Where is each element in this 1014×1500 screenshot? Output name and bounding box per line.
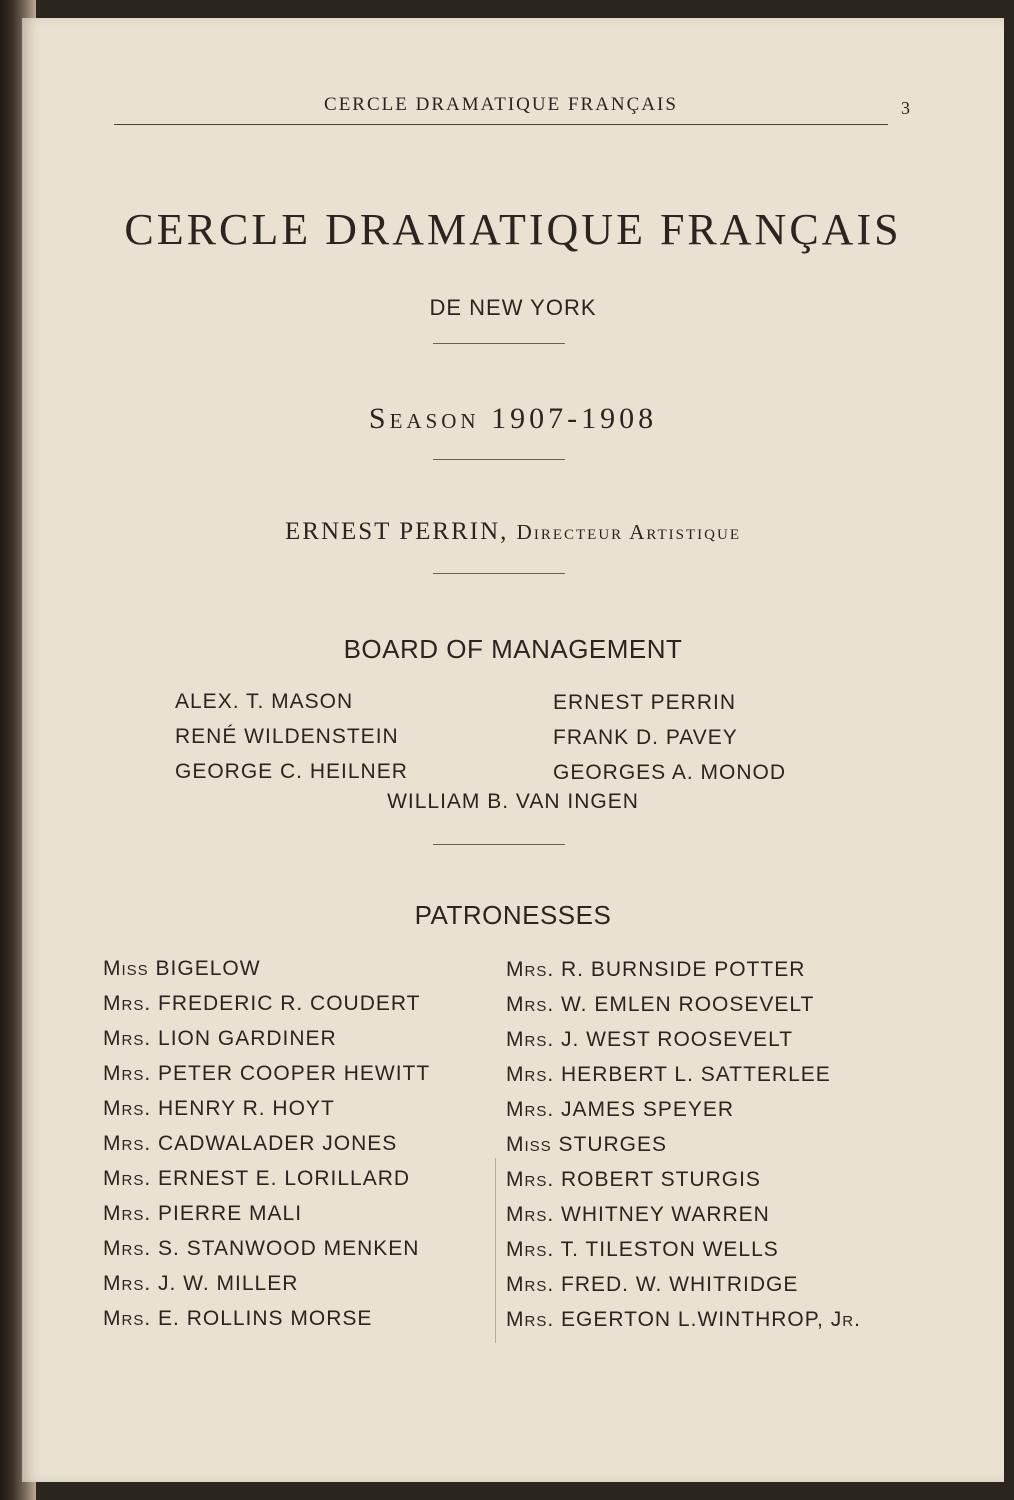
- patroness-entry: [506, 1197, 861, 1232]
- season-text: Season 1907-1908: [368, 402, 658, 435]
- patroness-entry: [103, 951, 430, 986]
- patroness-name: ERNEST E. LORILLARD: [158, 1167, 411, 1190]
- patroness-name: J. WEST ROOSEVELT: [561, 1028, 794, 1051]
- running-title: CERCLE DRAMATIQUE FRANÇAIS: [324, 94, 678, 115]
- patroness-title: Miss: [103, 957, 149, 980]
- patroness-name: T. TILESTON WELLS: [560, 1238, 779, 1261]
- divider-rule: [433, 844, 565, 845]
- board-member: FRANK D. PAVEY: [553, 726, 738, 749]
- season-line: [22, 402, 1004, 436]
- patroness-name: E. ROLLINS MORSE: [158, 1307, 373, 1330]
- patroness-entry: [506, 1022, 861, 1057]
- patroness-title: Mrs.: [506, 1168, 555, 1191]
- patroness-entry: [506, 1127, 861, 1162]
- patroness-name: STURGES: [558, 1133, 668, 1156]
- patroness-name: J. W. MILLER: [158, 1272, 299, 1295]
- board-member: WILLIAM B. VAN INGEN: [387, 790, 639, 813]
- patroness-name: W. EMLEN ROOSEVELT: [561, 993, 815, 1016]
- patroness-name: PETER COOPER HEWITT: [158, 1062, 431, 1085]
- patroness-name: PIERRE MALI: [158, 1202, 303, 1225]
- divider-rule: [433, 573, 565, 574]
- patroness-name: LION GARDINER: [158, 1027, 337, 1050]
- patroness-entry: [506, 1057, 861, 1092]
- patroness-title: Mrs.: [103, 1202, 152, 1225]
- board-right-column: [553, 685, 786, 790]
- page-number: 3: [901, 98, 910, 118]
- patroness-title: Mrs.: [103, 992, 152, 1015]
- divider-rule: [433, 343, 565, 344]
- patroness-entry: [103, 1091, 430, 1126]
- patronesses-left-column: [103, 951, 430, 1336]
- patroness-entry: [506, 1162, 861, 1197]
- patroness-entry: [103, 1021, 430, 1056]
- patroness-name: FRED. W. WHITRIDGE: [561, 1273, 799, 1296]
- patroness-title: Mrs.: [506, 1063, 555, 1086]
- patroness-name: BIGELOW: [155, 957, 261, 980]
- patroness-title: Mrs.: [103, 1132, 152, 1155]
- patroness-entry: [103, 1161, 430, 1196]
- patroness-name: CADWALADER JONES: [158, 1132, 398, 1155]
- patroness-title: Mrs.: [506, 1273, 555, 1296]
- patroness-entry: [506, 1092, 861, 1127]
- patronesses-right-column: [506, 952, 861, 1337]
- divider-rule: [433, 459, 565, 460]
- patroness-title: Mrs.: [103, 1062, 152, 1085]
- patroness-entry: [103, 1231, 430, 1266]
- patroness-name: FREDERIC R. COUDERT: [158, 992, 421, 1015]
- patroness-entry: [103, 986, 430, 1021]
- patroness-entry: [103, 1266, 430, 1301]
- patroness-entry: [506, 1232, 861, 1267]
- patroness-entry: [506, 952, 861, 987]
- patroness-title: Miss: [506, 1133, 552, 1156]
- patroness-entry: [506, 1267, 861, 1302]
- patroness-name: EGERTON L.WINTHROP,: [561, 1308, 824, 1331]
- patroness-entry: [103, 1301, 430, 1336]
- patroness-name: ROBERT STURGIS: [561, 1168, 761, 1191]
- patroness-title: Mrs.: [506, 993, 555, 1016]
- board-member: GEORGE C. HEILNER: [175, 760, 408, 783]
- patroness-title: Mrs.: [506, 1028, 555, 1051]
- patroness-name: S. STANWOOD MENKEN: [158, 1237, 420, 1260]
- patroness-entry: [506, 987, 861, 1022]
- patroness-name: R. BURNSIDE POTTER: [561, 958, 806, 981]
- program-page: [22, 18, 1004, 1482]
- patronesses-heading: PATRONESSES: [414, 900, 612, 930]
- patroness-title: Mrs.: [103, 1167, 152, 1190]
- column-divider: [495, 1158, 496, 1343]
- patroness-title: Mrs.: [506, 1238, 555, 1261]
- director-role: Directeur Artistique: [516, 520, 741, 544]
- patroness-entry: [103, 1196, 430, 1231]
- patroness-entry: [103, 1056, 430, 1091]
- patroness-title: Mrs.: [103, 1272, 152, 1295]
- patroness-title: Mrs.: [506, 1203, 555, 1226]
- board-member: ERNEST PERRIN: [553, 691, 736, 714]
- patroness-title: Mrs.: [103, 1027, 152, 1050]
- board-left-column: [175, 684, 408, 789]
- patroness-name: HERBERT L. SATTERLEE: [561, 1063, 831, 1086]
- board-heading: BOARD OF MANAGEMENT: [343, 634, 683, 664]
- patroness-title: Mrs.: [103, 1097, 152, 1120]
- page-title: CERCLE DRAMATIQUE FRANÇAIS: [124, 205, 902, 254]
- board-member: ALEX. T. MASON: [175, 690, 354, 713]
- patroness-name: JAMES SPEYER: [561, 1098, 735, 1121]
- patroness-name: HENRY R. HOYT: [158, 1097, 335, 1120]
- patroness-title: Mrs.: [506, 958, 555, 981]
- board-member: RENÉ WILDENSTEIN: [175, 725, 399, 748]
- patroness-name: WHITNEY WARREN: [561, 1203, 770, 1226]
- board-member: GEORGES A. MONOD: [553, 761, 787, 784]
- director-line: [22, 518, 1004, 546]
- patroness-title: Mrs.: [103, 1237, 152, 1260]
- director-name: ERNEST PERRIN,: [285, 518, 509, 545]
- running-header: [114, 94, 910, 125]
- patroness-title: Mrs.: [506, 1308, 555, 1331]
- patroness-title: Mrs.: [103, 1307, 152, 1330]
- patroness-suffix: Jr.: [830, 1308, 861, 1331]
- patroness-entry: [506, 1302, 861, 1337]
- page-subtitle: DE NEW YORK: [429, 295, 597, 320]
- patroness-entry: [103, 1126, 430, 1161]
- patroness-title: Mrs.: [506, 1098, 555, 1121]
